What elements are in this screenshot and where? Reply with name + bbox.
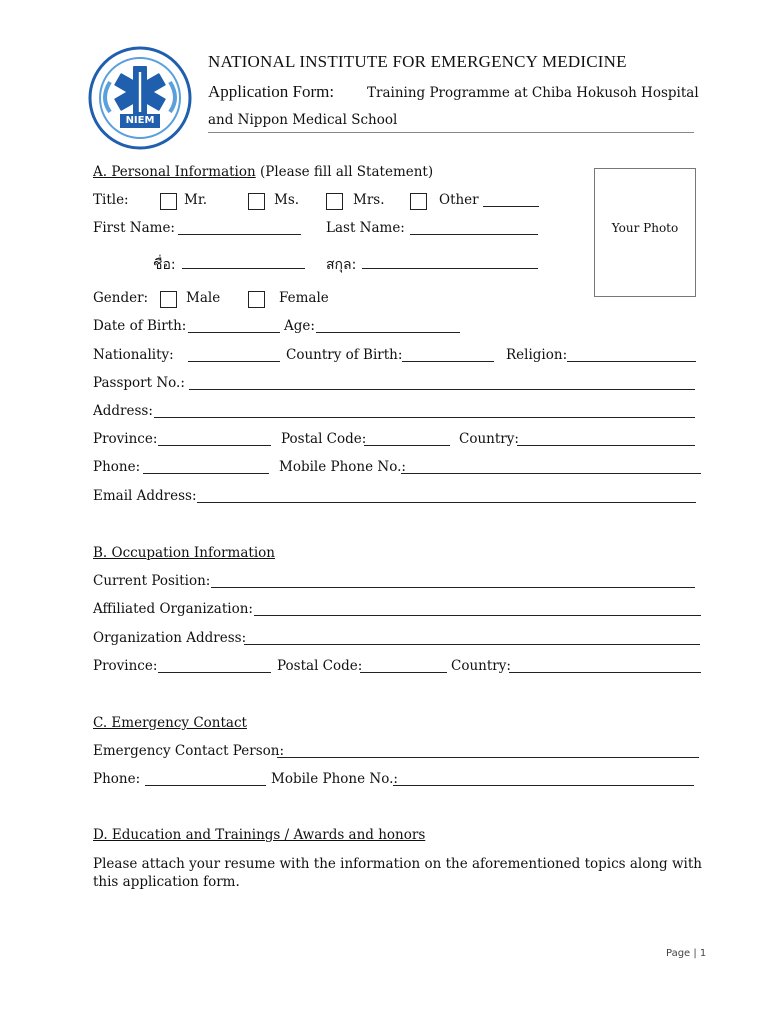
phone-label: Phone: xyxy=(93,459,141,475)
gender-male-checkbox[interactable] xyxy=(160,291,177,308)
affiliated-org-field[interactable] xyxy=(254,615,701,616)
emergency-phone-field[interactable] xyxy=(145,785,266,786)
province-field[interactable] xyxy=(158,445,271,446)
occ-country-field[interactable] xyxy=(509,672,701,673)
form-label: Application Form: xyxy=(208,82,335,101)
gender-label: Gender: xyxy=(93,290,149,306)
institute-title: NATIONAL INSTITUTE FOR EMERGENCY MEDICINE xyxy=(208,52,627,71)
occ-country-label: Country: xyxy=(451,658,511,674)
thai-last-name-label: สกุล: xyxy=(326,257,357,273)
country-label: Country: xyxy=(459,431,519,447)
title-mrs-label: Mrs. xyxy=(353,192,385,208)
section-d-heading: D. Education and Trainings / Awards and honors xyxy=(93,827,426,843)
section-a-title: A. Personal Information xyxy=(93,164,256,180)
occ-postal-code-label: Postal Code: xyxy=(277,658,363,674)
page-number: Page | 1 xyxy=(666,948,707,959)
gender-female-checkbox[interactable] xyxy=(248,291,265,308)
province-label: Province: xyxy=(93,431,158,447)
thai-first-name-label: ชื่อ: xyxy=(153,257,176,273)
religion-label: Religion: xyxy=(506,347,568,363)
thai-first-name-field[interactable] xyxy=(182,268,305,269)
org-address-label: Organization Address: xyxy=(93,630,247,646)
postal-code-label: Postal Code: xyxy=(281,431,367,447)
emergency-mobile-label: Mobile Phone No.: xyxy=(271,771,398,787)
title-other-field[interactable] xyxy=(483,206,539,207)
title-other-checkbox[interactable] xyxy=(410,193,427,210)
gender-female-label: Female xyxy=(279,290,329,306)
current-position-field[interactable] xyxy=(211,587,695,588)
address-label: Address: xyxy=(93,403,153,419)
header-rule xyxy=(208,132,694,133)
emergency-mobile-field[interactable] xyxy=(393,785,694,786)
occ-province-label: Province: xyxy=(93,658,158,674)
age-label: Age: xyxy=(284,318,315,334)
emergency-phone-label: Phone: xyxy=(93,771,141,787)
mobile-label: Mobile Phone No.: xyxy=(279,459,406,475)
programme-line-2: and Nippon Medical School xyxy=(208,112,398,128)
section-a-heading xyxy=(93,164,433,180)
section-a-note: (Please fill all Statement) xyxy=(259,164,434,180)
affiliated-org-label: Affiliated Organization: xyxy=(93,601,253,617)
thai-last-name-field[interactable] xyxy=(362,268,538,269)
mobile-field[interactable] xyxy=(401,473,701,474)
phone-field[interactable] xyxy=(143,473,269,474)
first-name-field[interactable] xyxy=(178,234,301,235)
country-of-birth-label: Country of Birth: xyxy=(286,347,403,363)
emergency-person-field[interactable] xyxy=(277,757,699,758)
email-label: Email Address: xyxy=(93,488,197,504)
gender-male-label: Male xyxy=(186,290,221,306)
title-mr-label: Mr. xyxy=(184,192,208,208)
nationality-label: Nationality: xyxy=(93,347,174,363)
photo-box[interactable] xyxy=(594,168,696,297)
emergency-person-label: Emergency Contact Person: xyxy=(93,743,285,759)
last-name-label: Last Name: xyxy=(326,220,405,236)
photo-label: Your Photo xyxy=(611,221,679,235)
logo-text: NIEM xyxy=(125,115,155,126)
email-field[interactable] xyxy=(197,502,696,503)
title-other-label: Other xyxy=(439,192,479,208)
title-mr-checkbox[interactable] xyxy=(160,193,177,210)
title-label: Title: xyxy=(93,192,129,208)
country-of-birth-field[interactable] xyxy=(402,361,494,362)
passport-field[interactable] xyxy=(189,389,695,390)
org-address-field[interactable] xyxy=(244,644,700,645)
religion-field[interactable] xyxy=(567,361,696,362)
programme-line-1: Training Programme at Chiba Hokusoh Hospital xyxy=(367,85,699,101)
country-field[interactable] xyxy=(517,445,695,446)
title-mrs-checkbox[interactable] xyxy=(326,193,343,210)
postal-code-field[interactable] xyxy=(364,445,450,446)
nationality-field[interactable] xyxy=(188,361,280,362)
age-field[interactable] xyxy=(316,332,460,333)
dob-label: Date of Birth: xyxy=(93,318,187,334)
occ-province-field[interactable] xyxy=(158,672,271,673)
address-field[interactable] xyxy=(154,417,695,418)
passport-label: Passport No.: xyxy=(93,375,185,391)
last-name-field[interactable] xyxy=(410,234,538,235)
title-ms-checkbox[interactable] xyxy=(248,193,265,210)
section-c-heading: C. Emergency Contact xyxy=(93,715,247,731)
niem-logo xyxy=(88,46,192,150)
section-b-heading: B. Occupation Information xyxy=(93,545,275,561)
dob-field[interactable] xyxy=(188,332,280,333)
current-position-label: Current Position: xyxy=(93,573,211,589)
title-ms-label: Ms. xyxy=(274,192,300,208)
education-note-line-2: this application form. xyxy=(93,874,240,890)
first-name-label: First Name: xyxy=(93,220,175,236)
occ-postal-code-field[interactable] xyxy=(360,672,447,673)
education-note-line-1: Please attach your resume with the information on the aforementioned topics along with xyxy=(93,856,702,872)
